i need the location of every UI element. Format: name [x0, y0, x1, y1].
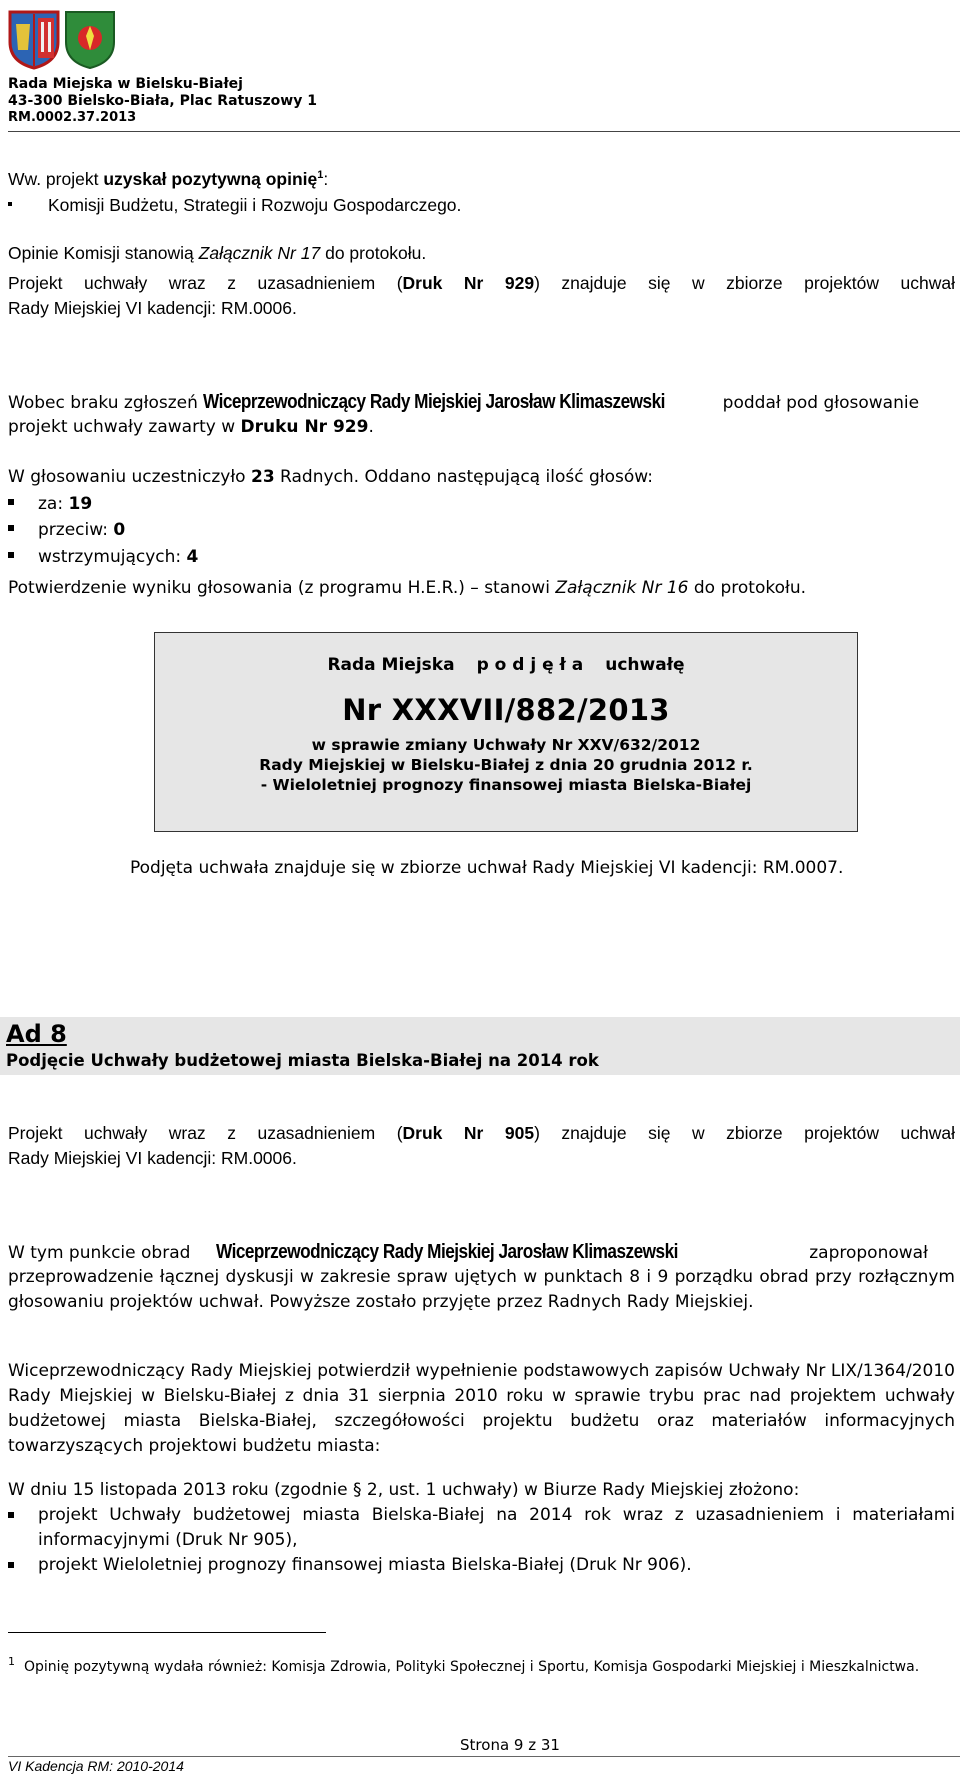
opinion-line: Ww. projekt uzyskał pozytywną opinię$^1$: [8, 168, 329, 189]
district-coat-of-arms-logo [64, 10, 116, 70]
footnote-marker: 1 [8, 1655, 15, 1668]
bullet-icon [8, 552, 14, 558]
resolution-adopted-line: Rada Miejska p o d j ę ł a uchwałę [327, 655, 685, 675]
adopted-note: Podjęta uchwała znajduje się w zbiorze uchwał Rady Miejskiej VI kadencji: RM.0007. [130, 858, 844, 878]
bullet-icon [8, 1562, 14, 1568]
ad8-draft-line-1: Projekt uchwały wraz z uzasadnieniem (Druk Nr 905) znajduje się w zbiorze projektów uchwał [8, 1123, 955, 1143]
vote-item-for: za: 19 [8, 492, 92, 517]
committee-item: Komisji Budżetu, Strategii i Rozwoju Gospodarczego. [8, 193, 461, 218]
vote-item-abstain: wstrzymujących: 4 [8, 545, 198, 570]
resolution-subject-3: - Wieloletniej prognozy finansowej miasta Bielska-Białej [260, 776, 752, 794]
resolution-number: Nr XXXVII/882/2013 [342, 693, 670, 727]
footer-term: VI Kadencja RM: 2010-2014 [8, 1758, 184, 1774]
vote-confirmation-line: Potwierdzenie wyniku głosowania (z programu H.E.R.) – stanowi Załącznik Nr 16 do protokołu. [8, 578, 806, 598]
page-number: Strona 9 z 31 [460, 1736, 560, 1754]
footnote-rule [8, 1632, 326, 1633]
footnote-text: Opinię pozytywną wydała również: Komisja Zdrowia, Polityki Społecznej i Sportu, Komisja Gospodarki Miejskiej i Mieszkalnictwa. [24, 1659, 920, 1675]
vote-intro-line: Wobec braku zgłoszeń Wiceprzewodniczący Rady Miejskiej Jarosław Klimaszewski poddał pod głosowanie [8, 391, 920, 413]
budget-procedure-paragraph: Wiceprzewodniczący Rady Miejskiej potwierdził wypełnienie podstawowych zapisów Uchwały Nr LIX/1364/2010 Rady Miejskiej w Bielsku-Białej z dnia 31 sierpnia 2010 roku w sprawie trybu prac nad projektem uchwały budżetowej miasta Bielska-Białej, szczegółowości projektu budżetu oraz materiałów informacyjnych towarzyszących projektowi budżetu miasta: [8, 1361, 955, 1456]
submission-item-1: projekt Uchwały budżetowej miasta Bielska-Białej na 2014 rok wraz z uzasadnieniem i materiałami informacyjnymi (Druk Nr 905), [8, 1503, 955, 1553]
footer-rule [8, 1756, 960, 1757]
bullet-icon [8, 202, 12, 206]
bullet-icon [8, 525, 14, 531]
vice-chairman-name: Wiceprzewodniczący Rady Miejskiej Jarosław Klimaszewski [203, 391, 666, 413]
discussion-line-1: W tym punkcie obrad Wiceprzewodniczący Rady Miejskiej Jarosław Klimaszewski zaproponował [8, 1241, 928, 1263]
agenda-item-title: Ad 8 [6, 1020, 67, 1048]
vice-chairman-name: Wiceprzewodniczący Rady Miejskiej Jarosław Klimaszewski [215, 1241, 678, 1263]
draft-line-2: Rady Miejskiej VI kadencji: RM.0006. [8, 298, 297, 318]
city-coat-of-arms-logo [8, 10, 60, 70]
vote-item-against: przeciw: 0 [8, 518, 125, 543]
agenda-item-subtitle: Podjęcie Uchwały budżetowej miasta Bielska-Białej na 2014 rok [6, 1051, 599, 1070]
header-rule [8, 131, 960, 132]
resolution-box [154, 632, 858, 832]
discussion-rest: przeprowadzenie łącznej dyskusji w zakresie spraw ujętych w punktach 8 i 9 porządku obrad przy rozłącznym głosowaniu projektów uchwał. Powyższe zostało przyjęte przez Radnych Rady Miejskiej. [8, 1267, 955, 1312]
header-ref: RM.0002.37.2013 [8, 110, 137, 125]
ad8-draft-line-2: Rady Miejskiej VI kadencji: RM.0006. [8, 1148, 297, 1168]
vote-draft-line: projekt uchwały zawarty w Druku Nr 929. [8, 417, 374, 437]
bullet-icon [8, 1512, 14, 1518]
participants-line: W głosowaniu uczestniczyło 23 Radnych. Oddano następującą ilość głosów: [8, 467, 653, 487]
header-address: 43-300 Bielsko-Biała, Plac Ratuszowy 1 [8, 93, 317, 109]
resolution-subject-2: Rady Miejskiej w Bielsku-Białej z dnia 20 grudnia 2012 r. [259, 756, 753, 774]
bullet-icon [8, 499, 14, 505]
draft-line-1: Projekt uchwały wraz z uzasadnieniem (Druk Nr 929) znajduje się w zbiorze projektów uchwał [8, 273, 955, 293]
submission-item-2: projekt Wieloletniej prognozy finansowej miasta Bielska-Białej (Druk Nr 906). [8, 1553, 955, 1578]
header-org: Rada Miejska w Bielsku-Białej [8, 76, 243, 92]
footnote-ref[interactable]: 1 [317, 169, 324, 181]
submission-intro: W dniu 15 listopada 2013 roku (zgodnie § 2, ust. 1 uchwały) w Biurze Rady Miejskiej złożono: [8, 1480, 800, 1500]
resolution-subject-1: w sprawie zmiany Uchwały Nr XXV/632/2012 [311, 736, 701, 754]
annex-line: Opinie Komisji stanowią Załącznik Nr 17 do protokołu. [8, 243, 427, 263]
